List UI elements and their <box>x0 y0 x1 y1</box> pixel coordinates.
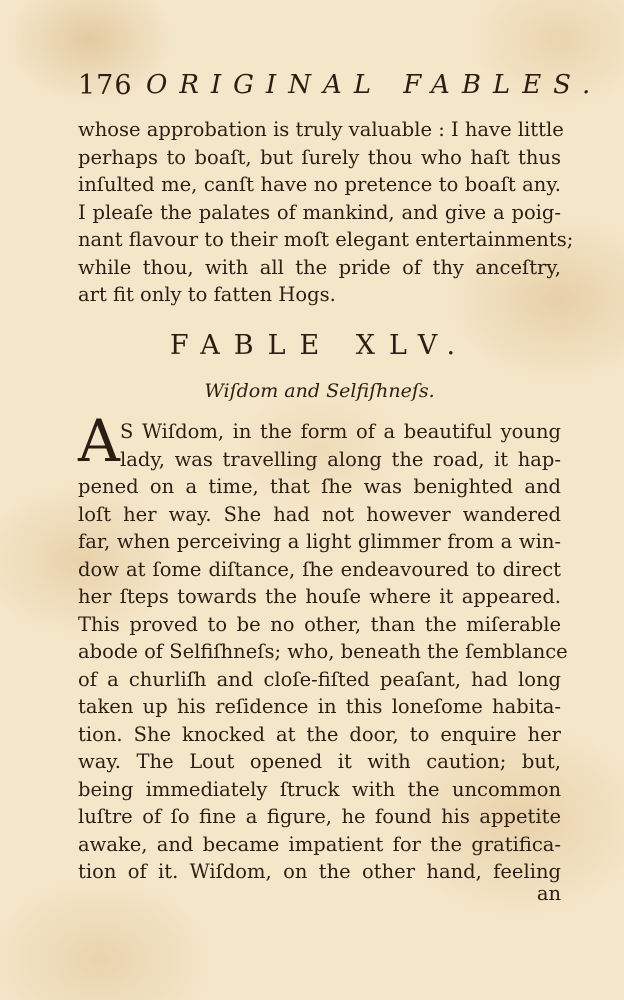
text-line: abode of Selfiſhneſs; who, beneath the ſemblance <box>78 640 568 663</box>
text-line: This proved to be no other, than the miſerable <box>78 612 561 636</box>
fable-title: FABLE XLV. <box>169 330 470 361</box>
running-head: ORIGINAL FABLES. <box>146 70 603 100</box>
page-header <box>78 70 603 106</box>
paragraph-1 <box>78 116 574 309</box>
text-line: whose approbation is truly valuable : I have little <box>78 118 564 141</box>
text-line: way. The Lout opened it with caution; but, <box>78 750 561 773</box>
page-number: 176 <box>78 70 133 101</box>
text-line: art fit only to fatten Hogs. <box>78 283 336 306</box>
paragraph-2 <box>78 407 568 886</box>
text-line: tion of it. Wiſdom, on the other hand, feeling <box>78 860 561 883</box>
text-line: perhaps to boaſt, but ſurely thou who haſt thus <box>78 145 561 169</box>
text-line: pened on a time, that ſhe was benighted and <box>78 475 561 498</box>
text-line: awake, and became impatient for the gratifica- <box>78 832 561 856</box>
text-line: nant flavour to their moſt elegant entertainments; <box>78 228 574 251</box>
text-line: tion. She knocked at the door, to enquire her <box>78 722 561 746</box>
text-line: of a churliſh and cloſe-fiſted peaſant, had long <box>78 667 561 691</box>
text-line: taken up his reſidence in this loneſome habita- <box>78 695 561 718</box>
text-line: while thou, with all the pride of thy anceſtry, <box>78 255 561 279</box>
catchword: an <box>536 882 561 905</box>
text-line: S Wiſdom, in the form of a beautiful young <box>120 420 561 443</box>
text-line: being immediately ſtruck with the uncommon <box>78 777 561 801</box>
text-line: lady, was travelling along the road, it hap- <box>120 447 561 471</box>
text-line: dow at ſome diſtance, ſhe endeavoured to direct <box>78 557 561 581</box>
text-line: inſulted me, canſt have no pretence to boaſt any. <box>78 173 561 196</box>
text-line: luſtre of ſo fine a figure, he found his appetite <box>78 805 561 828</box>
fable-subtitle: Wiſdom and Selfiſhneſs. <box>204 380 435 402</box>
text-line: I pleaſe the palates of mankind, and give a poig- <box>78 200 561 224</box>
text-line: her ſteps towards the houſe where it appeared. <box>78 585 561 608</box>
drop-capital: A <box>78 407 120 475</box>
text-line: loſt her way. She had not however wandered <box>78 502 561 526</box>
text-line: far, when perceiving a light glimmer from a win- <box>78 530 561 553</box>
